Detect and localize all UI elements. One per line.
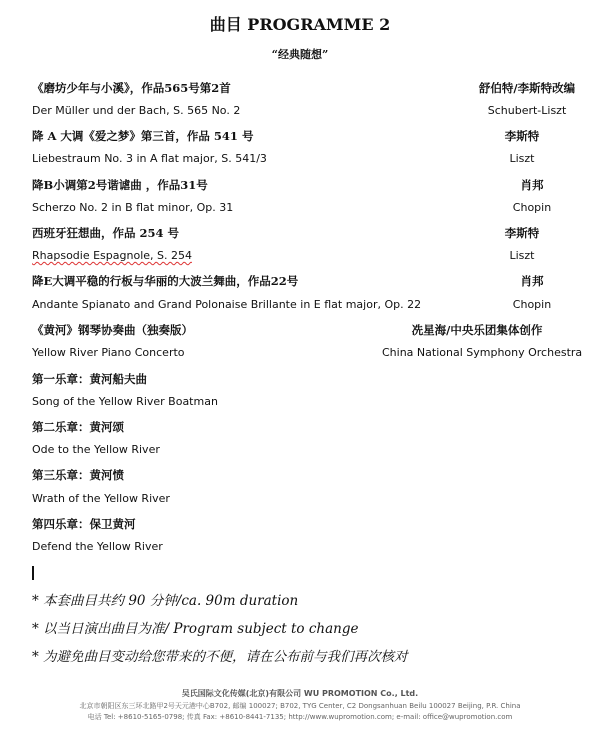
program-composer-en: Chopin [512,298,552,311]
program-title-cn: 《磨坊少年与小溪》，作品565号第2首 [32,81,231,95]
program-composer-en: Chopin [512,201,552,214]
program-item-cn [32,128,572,146]
program-composer-cn: 舒伯特/李斯特改编 [478,81,576,95]
program-composer-en: China National Symphony Orchestra [382,346,583,359]
movement-title-en: Song of the Yellow River Boatman [32,395,218,408]
program-item-en [32,201,572,219]
note-duration: * 本套曲目共约 90 分钟/ca. 90m duration [32,593,299,609]
program-composer-en: Liszt [509,152,535,165]
program-title-cn: 西班牙狂想曲，作品 254 号 [32,226,180,240]
program-composer-cn: 肖邦 [520,274,544,288]
footer-company: 吴氏国际文化传媒(北京)有限公司 WU PROMOTION Co., Ltd. [181,689,419,698]
program-composer-en: Liszt [509,249,535,262]
program-title-en: Der Müller und der Bach, S. 565 No. 2 [32,104,241,117]
program-item-cn [32,273,572,291]
movement-title-cn: 第四乐章：保卫黄河 [32,517,136,531]
program-composer-cn: 冼星海/中央乐团集体创作 [411,323,543,337]
program-title-en: Andante Spianato and Grand Polonaise Brillante in E flat major, Op. 22 [32,298,422,311]
program-composer-en: Schubert-Liszt [487,104,567,117]
program-item-en [32,346,583,364]
program-item-en [32,152,572,170]
program-composer-cn: 李斯特 [504,129,540,143]
text-cursor[interactable] [32,566,34,580]
page-subtitle: “经典随想” [271,48,329,61]
program-title-en: Rhapsodie Espagnole, S. 254 [32,249,192,262]
note-program-change: * 以当日演出曲目为准/ Program subject to change [32,621,359,637]
movement-title-cn: 第二乐章：黄河颂 [32,420,124,434]
program-composer-cn: 李斯特 [504,226,540,240]
program-title-en: Yellow River Piano Concerto [32,346,185,359]
movement-title-en: Defend the Yellow River [32,540,163,553]
program-composer-cn: 肖邦 [520,178,544,192]
program-item-cn [32,322,572,340]
note-verify: * 为避免曲目变动给您带来的不便，请在公布前与我们再次核对 [32,649,408,665]
program-title-en: Scherzo No. 2 in B flat minor, Op. 31 [32,201,234,214]
program-title-cn: 降B小调第2号谐谑曲 ，作品31号 [32,178,208,192]
movement-title-cn: 第三乐章：黄河愤 [32,468,124,482]
movement-title-en: Ode to the Yellow River [32,443,160,456]
program-title-cn: 降 A 大调《爱之梦》第三首，作品 541 号 [32,129,254,143]
page-title: 曲目 PROGRAMME 2 [209,15,391,34]
program-item-cn [32,177,572,195]
program-item-cn [32,225,572,243]
program-title-en: Liebestraum No. 3 in A flat major, S. 541/3 [32,152,267,165]
movement-title-cn: 第一乐章：黄河船夫曲 [32,372,147,386]
footer-address: 北京市朝阳区东三环北路甲2号天元港中心B702, 邮编 100027; B702, TYG Center, C2 Dongsanhuan Beilu 100027 Beijing, P.R. China [79,702,521,710]
program-title-cn: 降E大调平稳的行板与华丽的大波兰舞曲，作品22号 [32,274,299,288]
program-item-en [32,298,572,316]
movement-title-en: Wrath of the Yellow River [32,492,170,505]
program-item-cn [32,80,576,98]
program-item-en [32,249,572,267]
footer-contact: 电话 Tel: +8610-5165-0798; 传真 Fax: +8610-8441-7135; http://www.wupromotion.com; e-mail: office@wupromotion.com [87,713,513,721]
program-item-en [32,104,572,122]
program-title-cn: 《黄河》钢琴协奏曲（独奏版） [32,323,193,337]
